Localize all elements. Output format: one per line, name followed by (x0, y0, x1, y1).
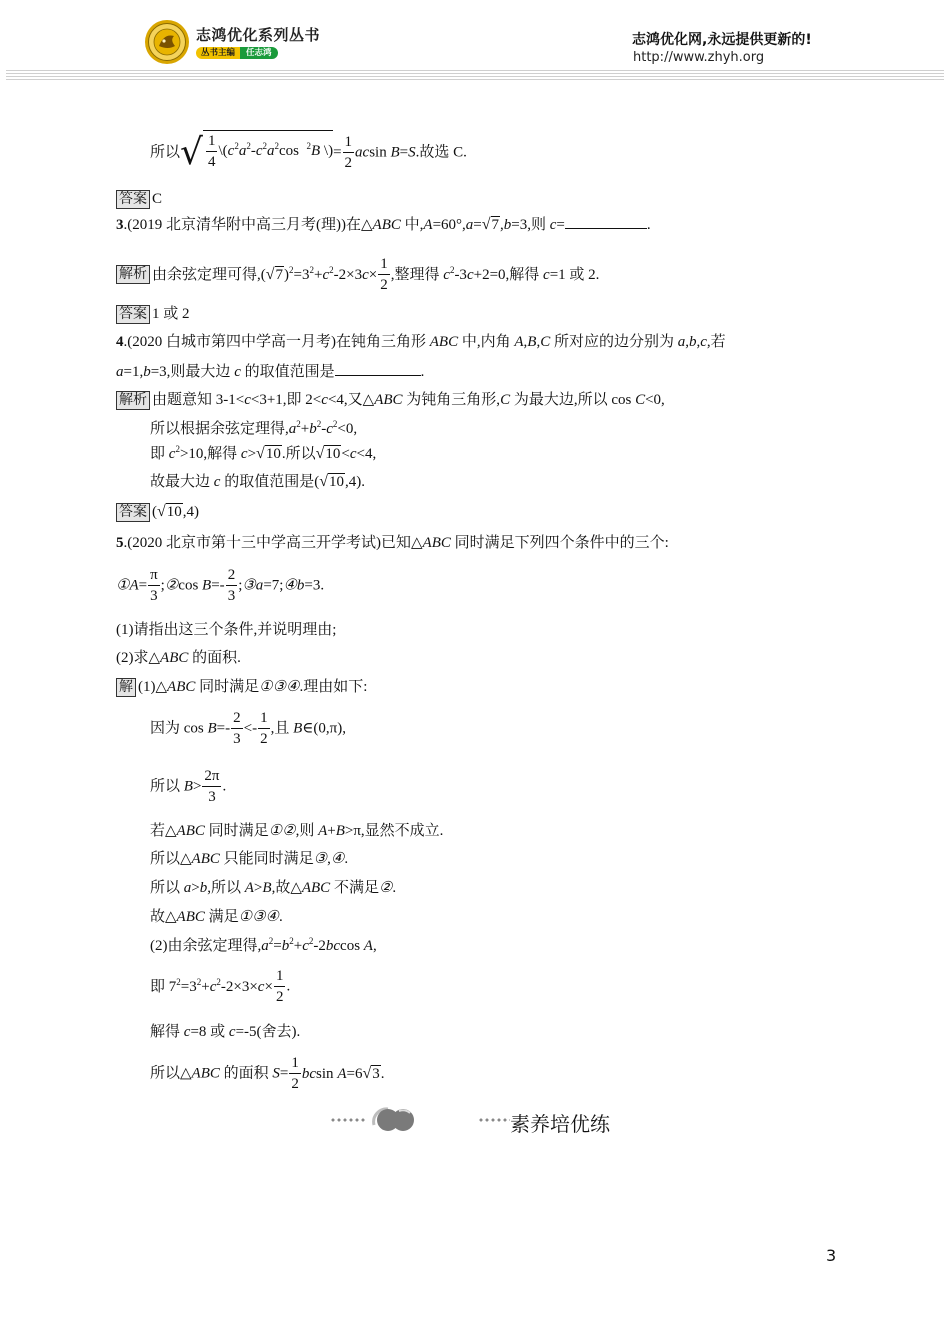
analysis-4-line-1: 解析 由题意知 3-1<c<3+1,即 2<c<4,又△ABC 为钝角三角形,C 为最大边,所以 cos C<0, (116, 390, 665, 410)
answer-line (116, 189, 162, 209)
problem-5-line-1: 5.(2020 北京市第十三中学高三开学考试)已知△ABC 同时满足下列四个条件中的三个: (116, 535, 669, 551)
series-editor-name: 任志鸿 (240, 47, 278, 59)
site-url[interactable]: http://www.zhyh.org (633, 50, 765, 65)
analysis-4-line-4: 故最大边 c 的取值范围是(√10,4). (150, 473, 365, 490)
solution-5-line-9: 即 $7^2=3^2+c^2-2\times 3\times c\times$ $\frac{1}{2}$ . (150, 968, 291, 1005)
header-rule (6, 70, 944, 80)
answer-value: C (152, 191, 163, 207)
answer-3-value: 1 或 2 (152, 306, 190, 322)
solution-5-line-6: 所以 a>b,所以 A>B,故△ABC 不满足②. (150, 880, 397, 896)
analysis-tag: 解析 (116, 265, 150, 284)
solution-5-line-3: 所以 B> $\frac{2\pi}{3}$ . (150, 768, 227, 805)
problem-5-q2: (2)求△ABC 的面积. (116, 650, 241, 666)
series-editor-label: 丛书主编 (196, 47, 240, 59)
solution-5-line-10: 解得 c=8 或 c=-5(舍去). (150, 1024, 301, 1040)
formula-line-area: 所以√ $\frac{1}{4}$ $\backslash(c^2a^2-c^2a^2\cos$ $^2$B \)= $\frac{1}{2}$ acsin B=S.故选 C. (150, 131, 467, 173)
answer-tag: 答案 (116, 305, 150, 324)
analysis-tag: 解析 (116, 391, 150, 410)
brand-title: 志鸿优化系列丛书 (196, 26, 321, 44)
solution-5-line-2: 因为 cos B=- $\frac{2}{3}$ <- $\frac{1}{2}$ ,且 B∈(0,π), (150, 710, 346, 747)
solution-5-line-8: (2)由余弦定理得$,a^2=b^2+c^2-2bccos$ A, (150, 936, 377, 954)
page-header (0, 0, 950, 80)
dots-right (478, 1118, 510, 1122)
rings-icon (368, 1103, 420, 1135)
problem-5-q1: (1)请指出这三个条件,并说明理由; (116, 622, 337, 638)
answer-tag: 答案 (116, 190, 150, 209)
solution-5-line-1: 解 (1)△ABC 同时满足①③④.理由如下: (116, 677, 367, 697)
publisher-logo-icon (144, 19, 190, 65)
problem-4-line-2: a=1,b=3,则最大边 c 的取值范围是 . (116, 361, 424, 382)
section-divider (330, 1100, 650, 1140)
solution-5-line-4: 若△ABC 同时满足①②,则 A+B>π,显然不成立. (150, 823, 444, 839)
answer-3-line (116, 304, 190, 324)
brand-subtitle (196, 47, 278, 59)
analysis-3: 解析 由余弦定理可得$,(√7)^2=3^2+c^2-2\times 3c\times$ $\frac{1}{2}$ ,整理得 $c^2-3c+2=0$,解得 c=1 或 2. (116, 254, 599, 295)
analysis-4-line-2: 所以根据余弦定理得$,a^2+b^2-c^2<0$, (150, 419, 358, 437)
analysis-4-line-3: 即 $c^2>10$,解得 c>√10.所以√10<c<4, (150, 444, 377, 462)
solution-5-line-5: 所以△ABC 只能同时满足③,④. (150, 851, 349, 867)
solution-5-line-11: 所以△ABC 的面积 S= $\frac{1}{2}$ bcsin A=6√3. (150, 1055, 385, 1092)
problem-4-line-1: 4.(2020 白城市第四中学高一月考)在钝角三角形 ABC 中,内角 A,B,C 所对应的边分别为 a,b,c,若 (116, 334, 726, 350)
dots-left (330, 1118, 366, 1122)
answer-tag: 答案 (116, 503, 150, 522)
answer-4-line: 答案 (√10,4) (116, 502, 199, 522)
problem-3: 3.(2019 北京清华附中高三月考(理))在△ABC 中,A=60°,a=√7,b=3,则 c= . (116, 216, 651, 233)
site-slogan: 志鸿优化网,永远提供更新的! (632, 32, 812, 48)
problem-5-conditions: ①A= $\frac{\pi}{3}$ ;②cos B=- $\frac{2}{3}$ ;③a=7;④b=3. (116, 567, 325, 604)
section-title: 素养培优练 (510, 1112, 610, 1136)
solution-tag: 解 (116, 678, 136, 697)
page-number: 3 (826, 1246, 837, 1265)
solution-5-line-7: 故△ABC 满足①③④. (150, 909, 283, 925)
